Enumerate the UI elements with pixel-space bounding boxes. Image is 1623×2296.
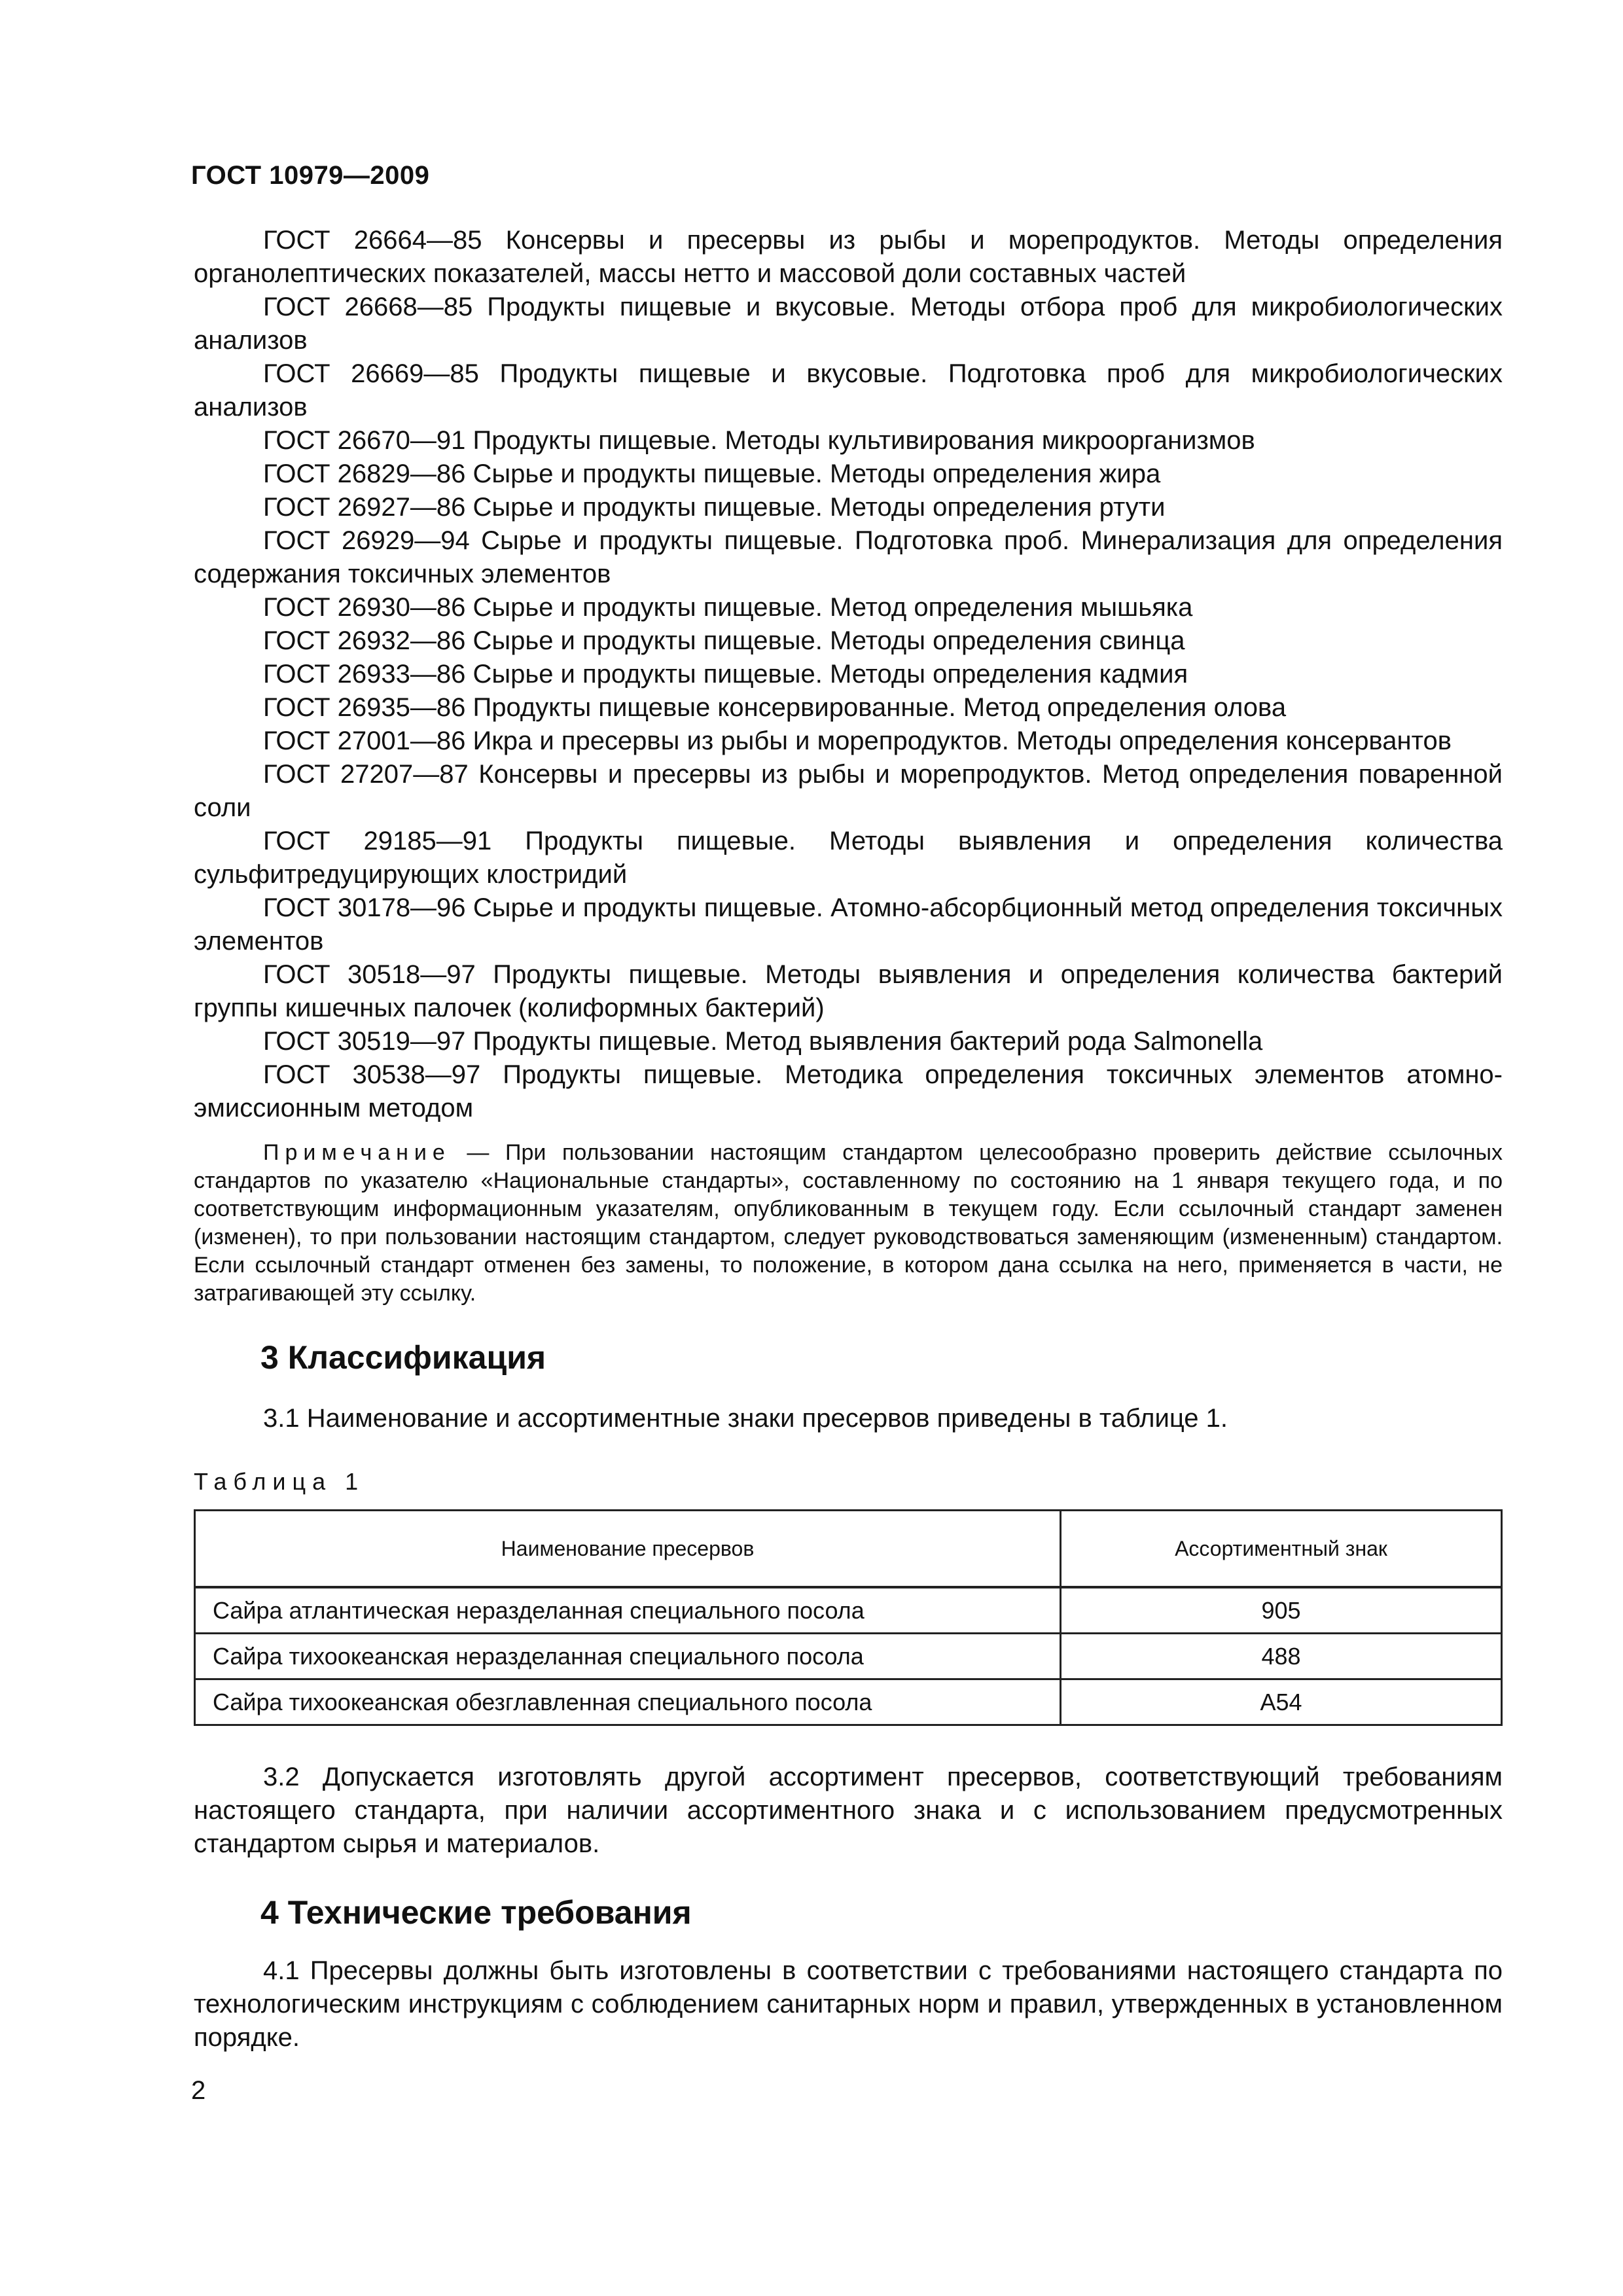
column-header-code: Ассортиментный знак xyxy=(1061,1511,1502,1588)
table-header-row xyxy=(195,1511,1502,1588)
table-caption: Таблица 1 xyxy=(194,1468,365,1495)
paragraph-3-1: 3.1 Наименование и ассортиментные знаки пресервов приведены в таблице 1. xyxy=(263,1404,1228,1433)
reference-item: ГОСТ 30519—97 Продукты пищевые. Метод выявления бактерий рода Salmonella xyxy=(263,1027,1263,1056)
reference-item: ГОСТ 29185—91 Продукты пищевые. Методы выявления и определения количества сульфитредуцирующих клостридий xyxy=(194,827,1503,889)
reference-item: ГОСТ 26935—86 Продукты пищевые консервированные. Метод определения олова xyxy=(263,693,1287,722)
note-block xyxy=(194,1139,1503,1308)
product-name-cell: Сайра тихоокеанская неразделанная специального посола xyxy=(195,1634,1061,1679)
reference-item: ГОСТ 26929—94 Сырье и продукты пищевые. Подготовка проб. Минерализация для определения содержания токсичных элементов xyxy=(194,526,1503,588)
page-number: 2 xyxy=(191,2076,206,2105)
reference-item: ГОСТ 26829—86 Сырье и продукты пищевые. Методы определения жира xyxy=(263,459,1161,488)
reference-item: ГОСТ 26932—86 Сырье и продукты пищевые. Методы определения свинца xyxy=(263,626,1185,655)
normative-references-list xyxy=(194,224,1503,1125)
document-header: ГОСТ 10979—2009 xyxy=(191,161,430,190)
section-3-heading: 3 Классификация xyxy=(260,1339,546,1376)
note-text: — При пользовании настоящим стандартом целесообразно проверить действие ссылочных стандартов по указателю «Национальные стандарты», составленному по состоянию на 1 января текущего года, и по соответствующим информационным указателям, опубликованным в текущем году. Если ссылочный стандарт заменен (изменен), то при пользовании настоящим стандартом, следует руководствоваться заменяющим (измененным) стандартом. Если ссылочный стандарт отменен без замены, то положение, в котором дана ссылка на него, применяется в части, не затрагивающей эту ссылку. xyxy=(194,1140,1503,1306)
reference-item: ГОСТ 26664—85 Консервы и пресервы из рыбы и морепродуктов. Методы определения органолептических показателей, массы нетто и массовой доли составных частей xyxy=(194,226,1503,288)
reference-item: ГОСТ 26933—86 Сырье и продукты пищевые. Методы определения кадмия xyxy=(263,660,1188,689)
assortment-code-cell: 905 xyxy=(1061,1587,1502,1634)
reference-item: ГОСТ 27207—87 Консервы и пресервы из рыбы и морепродуктов. Метод определения поваренной соли xyxy=(194,760,1503,822)
product-name-cell: Сайра атлантическая неразделанная специального посола xyxy=(195,1587,1061,1634)
product-name-cell: Сайра тихоокеанская обезглавленная специального посола xyxy=(195,1679,1061,1725)
table-row xyxy=(195,1587,1502,1634)
column-header-name: Наименование пресервов xyxy=(195,1511,1061,1588)
reference-item: ГОСТ 26930—86 Сырье и продукты пищевые. Метод определения мышьяка xyxy=(263,593,1193,622)
assortment-code-cell: 488 xyxy=(1061,1634,1502,1679)
section-4-heading: 4 Технические требования xyxy=(260,1894,692,1931)
reference-item: ГОСТ 26668—85 Продукты пищевые и вкусовые. Методы отбора проб для микробиологических анализов xyxy=(194,293,1503,355)
reference-item: ГОСТ 26927—86 Сырье и продукты пищевые. Методы определения ртути xyxy=(263,493,1166,522)
paragraph-4-1: 4.1 Пресервы должны быть изготовлены в соответствии с требованиями настоящего стандарта по технологическим инструкциям с соблюдением санитарных норм и правил, утвержденных в установленном порядке. xyxy=(194,1956,1503,2052)
assortment-code-cell: А54 xyxy=(1061,1679,1502,1725)
table-row xyxy=(195,1679,1502,1725)
reference-item: ГОСТ 26670—91 Продукты пищевые. Методы культивирования микроорганизмов xyxy=(263,426,1255,455)
table-row xyxy=(195,1634,1502,1679)
note-label: Примечание xyxy=(263,1140,451,1165)
paragraph-3-2: 3.2 Допускается изготовлять другой ассортимент пресервов, соответствующий требованиям настоящего стандарта, при наличии ассортиментного знака и с использованием предусмотренных стандартом сырья и материалов. xyxy=(194,1763,1503,1858)
reference-item: ГОСТ 30178—96 Сырье и продукты пищевые. Атомно-абсорбционный метод определения токсичных элементов xyxy=(194,893,1503,956)
reference-item: ГОСТ 30518—97 Продукты пищевые. Методы выявления и определения количества бактерий группы кишечных палочек (колиформных бактерий) xyxy=(194,960,1503,1022)
reference-item: ГОСТ 30538—97 Продукты пищевые. Методика определения токсичных элементов атомно-эмиссионным методом xyxy=(194,1060,1503,1122)
assortment-table xyxy=(194,1509,1503,1726)
reference-item: ГОСТ 26669—85 Продукты пищевые и вкусовые. Подготовка проб для микробиологических анализов xyxy=(194,359,1503,422)
reference-item: ГОСТ 27001—86 Икра и пресервы из рыбы и морепродуктов. Методы определения консервантов xyxy=(263,726,1452,755)
